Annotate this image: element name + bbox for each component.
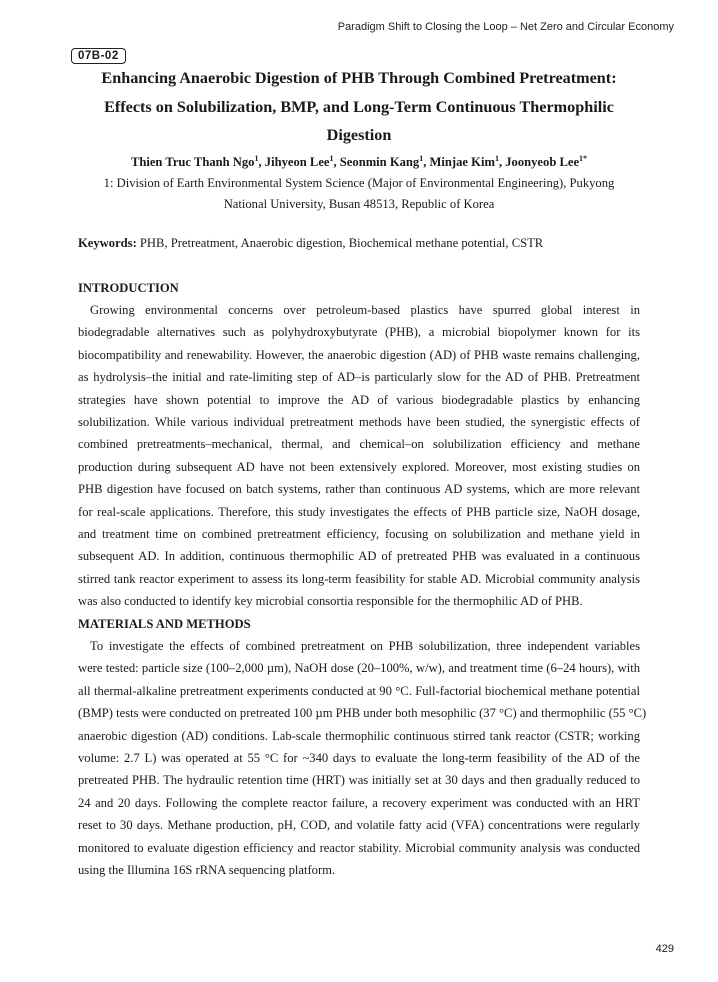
- text-line: stirred tank reactor experiment to assess its long-term feasibility for stable AD. Microbial community analysis: [78, 571, 640, 586]
- author-affiliation-marker: 1: [419, 154, 424, 163]
- text-line: pretreated PHB. The hydraulic retention time (HRT) was initially set at 30 days and then gradually reduced to: [78, 773, 640, 788]
- text-line: all thermal-alkaline pretreatment experiments conducted at 90 °C. Full-factorial biochemical methane potential: [78, 683, 640, 698]
- methods-heading: MATERIALS AND METHODS: [78, 617, 251, 631]
- introduction-body: [78, 299, 640, 613]
- page-number: 429: [655, 943, 674, 955]
- text-line: 24 and 20 days. Following the complete reactor failure, a recovery experiment was conducted with an HRT: [78, 795, 640, 810]
- keywords-text: PHB, Pretreatment, Anaerobic digestion, Biochemical methane potential, CSTR: [139, 236, 544, 250]
- paper-title: Enhancing Anaerobic Digestion of PHB Through Combined Pretreatment: Effects on Solubilization, BMP, and Long-Term Continuous Thermophilic Digestion: [101, 69, 617, 144]
- author: Minjae Kim$^1$,: [429, 154, 506, 170]
- paper-code-badge: 07B-02: [71, 48, 126, 64]
- author: Jihyeon Lee$^1$,: [264, 154, 340, 170]
- text-line: volume: 2.7 L) was operated at 55 °C for ~340 days to evaluate the long-term feasibility of the AD of the: [78, 751, 640, 766]
- text-line: production during subsequent AD have not been extensively explored. Moreover, most existing studies on: [78, 459, 640, 474]
- affiliation-line: National University, Busan 48513, Republic of Korea: [223, 197, 495, 211]
- affiliation: [78, 173, 640, 215]
- author-affiliation-marker: 1*: [579, 154, 588, 163]
- text-line: for real-scale applications. Therefore, this study investigates the effects of PHB particle size, NaOH dosage,: [78, 504, 640, 519]
- author-affiliation-marker: 1: [494, 154, 499, 163]
- text-line: and treatment time on combined pretreatment efficiency, focusing on solubilization and methane yield in: [78, 527, 640, 542]
- author-affiliation-marker: 1: [329, 154, 334, 163]
- methods-body: [78, 635, 647, 881]
- keywords: [78, 236, 543, 251]
- text-line: as hydrolysis–the initial and rate-limiting step of AD–is particularly slow for the AD of PHB. Pretreatment: [78, 370, 640, 385]
- running-header: Paradigm Shift to Closing the Loop – Net Zero and Circular Economy: [337, 21, 674, 33]
- text-line: biocompatibility and renewability. However, the anaerobic digestion (AD) of PHB waste remains challenging,: [78, 347, 640, 362]
- text-line: were tested: particle size (100–2,000 µm), NaOH dose (20–100%, w/w), and treatment time (6–24 hours), with: [78, 661, 640, 676]
- text-line: To investigate the effects of combined pretreatment on PHB solubilization, three independent variables: [90, 639, 640, 653]
- text-line: reset to 30 days. Methane production, pH, COD, and volatile fatty acid (VFA) concentrations were regularly: [78, 818, 640, 833]
- text-line: strategies have shown potential to improve the AD of various biodegradable plastics by enhancing: [78, 392, 640, 407]
- author-list: [60, 150, 658, 171]
- text-line: solubilization. While various individual pretreatment methods have been studied, the synergistic effects of: [78, 415, 640, 430]
- text-line: biodegradable alternatives such as polyhydroxybutyrate (PHB), a microbial biopolymer known for its: [78, 325, 640, 340]
- affiliation-line: 1: Division of Earth Environmental System Science (Major of Environmental Engineering), Pukyong: [103, 176, 615, 190]
- text-line: was also conducted to identify key microbial consortia responsible for the thermophilic AD of PHB.: [78, 594, 583, 609]
- text-line: using the Illumina 16S rRNA sequencing platform.: [78, 863, 336, 878]
- author: Joonyeob Lee$^{1*}$: [505, 154, 588, 170]
- text-line: anaerobic digestion (AD) conditions. Lab-scale thermophilic continuous stirred tank reactor (CSTR; working: [78, 728, 640, 743]
- text-line: combined pretreatments–mechanical, thermal, and chemical–on solubilization efficiency and methane: [78, 437, 640, 452]
- author: Thien Truc Thanh Ngo$^1$,: [130, 154, 265, 170]
- introduction-heading: INTRODUCTION: [78, 281, 179, 295]
- text-line: PHB digestion have focused on batch systems, rather than continuous AD systems, which are more relevant: [78, 482, 640, 497]
- keywords-label: Keywords:: [78, 236, 137, 250]
- text-line: (BMP) tests were conducted on pretreated 100 µm PHB under both mesophilic (37 °C) and thermophilic (55 °C): [78, 706, 647, 721]
- author-affiliation-marker: 1: [254, 154, 259, 163]
- author: Seonmin Kang$^1$,: [339, 154, 430, 170]
- text-line: monitored to evaluate digestion efficiency and reactor stability. Microbial community analysis was conducted: [78, 840, 640, 855]
- text-line: subsequent AD. In addition, continuous thermophilic AD of pretreated PHB was evaluated in a continuous: [78, 549, 640, 564]
- text-line: Growing environmental concerns over petroleum-based plastics have spurred global interest in: [90, 303, 640, 317]
